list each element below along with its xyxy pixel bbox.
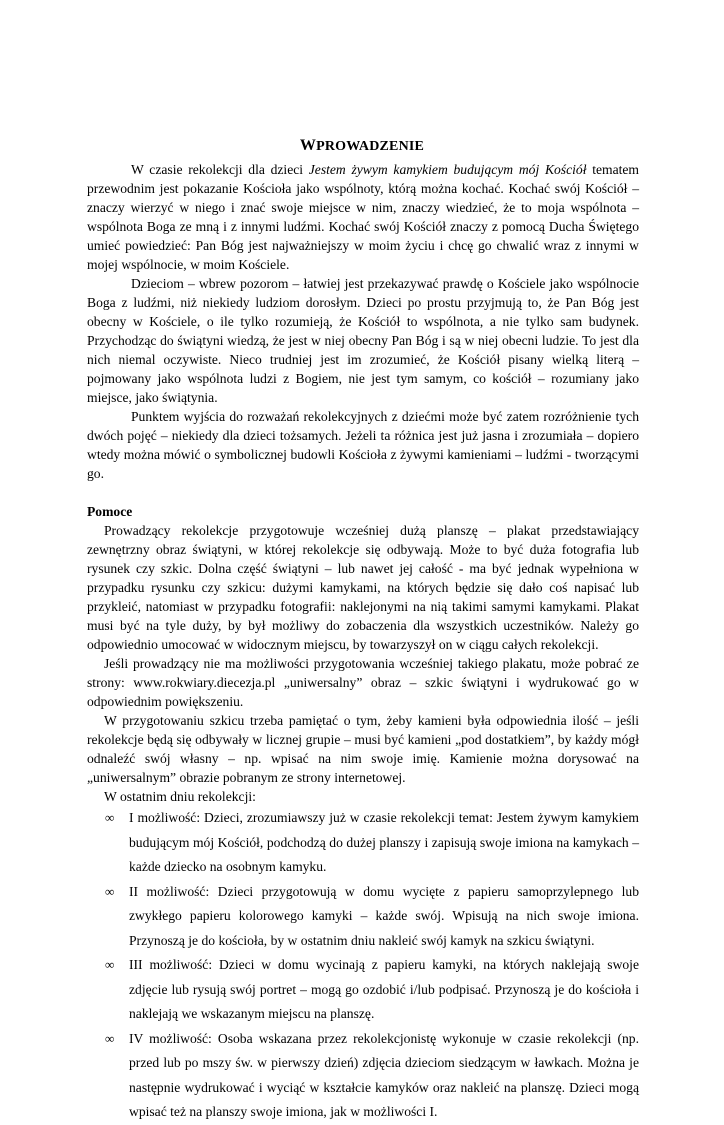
section-heading-pomoce: Pomoce [87,504,133,519]
list-item: ∞ I możliwość: Dzieci, zrozumiawszy już w czasie rekolekcji temat: Jestem żywym kamykiem budującym mój Kościół, podchodzą do dużej planszy i zapisują swoje imiona na kamykach – każde dziecko na osobnym kamyku. [87,806,639,880]
pomoce-paragraph-1: Prowadzący rekolekcje przygotowuje wcześniej dużą planszę – plakat przedstawiający zewnętrzny obraz świątyni, w której rekolekcje się odbywają. Może to być duża fotografia lub rysunek czy szkic. Dolna część świątyni – lub nawet jej całość - ma być jednak wypełniona w przypadku rysunku czy szkicu: dużymi kamykami, na których będzie się dało coś napisać lub przykleić, natomiast w przypadku fotografii: naklejonymi na nią takimi samymi kamykami. Plakat musi być na tyle duży, by był możliwy do zobaczenia dla wszystkich uczestników. Należy go odpowiednio umocować w widocznym miejscu, by towarzyszył on w ciągu całych rekolekcji. [87,523,639,652]
infinity-bullet-icon: ∞ [105,883,115,899]
pomoce-paragraph-2: Jeśli prowadzący nie ma możliwości przygotowania wcześniej takiego plakatu, może pobrać ze strony: www.rokwiary.diecezja.pl „uniwersalny” obraz – szkic świątyni i wydrukować go w odpowiednim powiększeniu. [87,656,639,709]
intro-paragraph-2: Dzieciom – wbrew pozorom – łatwiej jest przekazywać prawdę o Kościele jako wspólnocie Boga z ludźmi, niż niekiedy ludziom dorosłym. Dzieci po prostu przyjmują to, że Pan Bóg jest obecny w Kościele, o ile tylko rozumieją, że Kościół to wspólnota, a nie tylko sam budynek. Przychodząc do świątyni wiedzą, że jest w niej obecny Pan Bóg i są w niej obecni ludzie. To jest dla nich niemal oczywiste. Nieco trudniej jest im zrozumieć, że Kościół pisany wielką literą – pojmowany jako wspólnota ludzi z Bogiem, nie jest tym samym, co kościół – rozumiany jako miejsce, jako świątynia. [87,276,639,405]
infinity-bullet-icon: ∞ [105,957,115,972]
list-item: ∞ IV możliwość: Osoba wskazana przez rekolekcjonistę wykonuje w czasie rekolekcji (np. przed lub po mszy św. w pierwszy dzień) zdjęcia dzieciom siedzącym w ławkach. Można je następnie wydrukować i wyciąć w kształcie kamyków oraz nakleić na planszę. Dzieci mogą wpisać też na planszy swoje imiona, jak w możliwości I. [87,1027,639,1125]
pomoce-paragraph-3: W przygotowaniu szkicu trzeba pamiętać o tym, żeby kamieni była odpowiednia ilość – jeśli rekolekcje będą się odbywały w licznej grupie – musi być kamieni „pod dostatkiem”, by każdy mógł odnaleźć swój własny – np. wpisać na nim swoje imię. Kamienie można dorysować na „uniwersalnym” obrazie pobranym ze strony internetowej. [87,713,639,785]
list-item: ∞ II możliwość: Dzieci przygotowują w domu wycięte z papieru samoprzylepnego lub zwykłego papieru kolorowego kamyki – każde swój. Wpisują na nich swoje imiona. Przynoszą je do kościoła, by w ostatnim dniu nakleić swój kamyk na szkicu świątyni. [87,880,639,954]
document-body [87,160,639,1125]
pomoce-list-intro: W ostatnim dniu rekolekcji: [104,789,256,804]
list-item: ∞ III możliwość: Dzieci w domu wycinają z papieru kamyki, na których naklejają swoje zdjęcie lub rysują swój portret – mogą go ozdobić i/lub podpisać. Przynoszą je do kościoła i naklejają we wskazanym miejscu na planszę. [87,953,639,1027]
intro-paragraph-3: Punktem wyjścia do rozważań rekolekcyjnych z dziećmi może być zatem rozróżnienie tych dwóch pojęć – niekiedy dla dzieci tożsamych. Jeżeli ta różnica jest już jasna i zrozumiała – dopiero wtedy można mówić o symbolicznej budowli Kościoła z żywymi kamieniami – ludźmi - tworzącymi go. [87,409,639,481]
infinity-bullet-icon: ∞ [105,1030,115,1046]
intro-paragraph-1: W czasie rekolekcji dla dzieci Jestem żywym kamykiem budującym mój Kościół tematem przewodnim jest pokazanie Kościoła jako wspólnoty, którą można kochać. Kochać swój Kościół – znaczy wierzyć w niego i znać swoje miejsce w nim, znaczy wiedzieć, że to moja wspólnota – wspólnota Boga ze mną i z innymi ludźmi. Kochać swój Kościół znaczy z pomocą Ducha Świętego umieć powiedzieć: Pan Bóg jest najważniejszy w moim życiu i chcę go chwalić wraz z innymi w mojej wspólnocie, w moim Kościele. [87,162,639,272]
options-list [87,806,639,1125]
page-title: WPROWADZENIE [299,137,425,154]
infinity-bullet-icon: ∞ [105,810,115,825]
